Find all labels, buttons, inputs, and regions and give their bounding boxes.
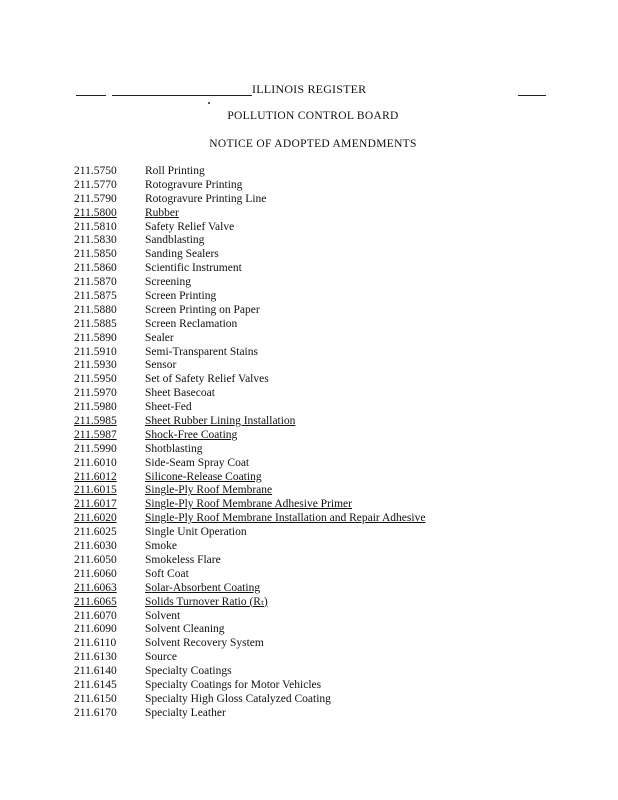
section-title: Soft Coat	[145, 567, 189, 580]
section-number: 211.5860	[74, 262, 117, 275]
section-row	[74, 429, 425, 443]
section-number: 211.5810	[74, 220, 117, 233]
section-row	[74, 221, 425, 235]
section-title: Rubber	[145, 206, 179, 219]
section-number: 211.5990	[74, 442, 117, 455]
section-row	[74, 568, 425, 582]
section-title: Solids Turnover Ratio (Rₜ)	[145, 595, 268, 608]
header-rule-left	[76, 95, 106, 96]
section-number: 211.5910	[74, 345, 117, 358]
section-row	[74, 471, 425, 485]
section-row	[74, 693, 425, 707]
section-row	[74, 512, 425, 526]
section-row	[74, 179, 425, 193]
section-title: Roll Printing	[145, 165, 205, 177]
section-row	[74, 623, 425, 637]
section-title: Silicone-Release Coating	[145, 470, 262, 483]
register-header	[76, 82, 546, 96]
section-row	[74, 193, 425, 207]
agency-name: POLLUTION CONTROL BOARD	[227, 110, 399, 122]
section-row	[74, 415, 425, 429]
section-number: 211.5970	[74, 387, 117, 400]
section-number: 211.5870	[74, 276, 117, 289]
section-number: 211.5750	[74, 165, 117, 177]
section-title: Rotogravure Printing Line	[145, 192, 267, 205]
section-title: Solar-Absorbent Coating	[145, 581, 261, 594]
section-number: 211.5880	[74, 303, 117, 316]
section-row	[74, 234, 425, 248]
section-number: 211.5987	[74, 428, 117, 441]
section-number: 211.6130	[74, 651, 117, 664]
section-number: 211.5800	[74, 206, 117, 219]
section-title: Sensor	[145, 359, 177, 372]
section-title: Specialty High Gloss Catalyzed Coating	[145, 692, 331, 705]
section-number: 211.6170	[74, 706, 117, 719]
section-number: 211.5790	[74, 192, 117, 205]
section-row	[74, 610, 425, 624]
section-title: Smoke	[145, 540, 177, 553]
section-number: 211.6025	[74, 526, 117, 539]
section-number: 211.5950	[74, 373, 117, 386]
section-row	[74, 318, 425, 332]
section-title: Sealer	[145, 331, 174, 344]
header-rule-middle	[112, 95, 254, 96]
section-row	[74, 526, 425, 540]
section-row	[74, 665, 425, 679]
section-title: Solvent	[145, 609, 181, 622]
section-number: 211.6150	[74, 692, 117, 705]
section-row	[74, 207, 425, 221]
section-number: 211.6020	[74, 512, 117, 525]
register-title: ILLINOIS REGISTER	[252, 82, 367, 96]
section-row	[74, 346, 425, 360]
section-number: 211.6017	[74, 498, 117, 511]
scan-mark	[208, 102, 210, 104]
section-row	[74, 359, 425, 373]
section-title: Sheet-Fed	[145, 401, 192, 414]
section-title: Set of Safety Relief Valves	[145, 373, 269, 386]
section-row	[74, 387, 425, 401]
section-title: Single-Ply Roof Membrane Adhesive Primer	[145, 498, 352, 511]
section-number: 211.6015	[74, 484, 117, 497]
section-title: Sheet Rubber Lining Installation	[145, 415, 296, 428]
section-row	[74, 596, 425, 610]
section-row	[74, 707, 425, 721]
section-row	[74, 554, 425, 568]
section-title: Solvent Cleaning	[145, 623, 225, 636]
section-number: 211.6063	[74, 581, 117, 594]
section-title: Sheet Basecoat	[145, 387, 215, 400]
section-title: Shotblasting	[145, 442, 203, 455]
section-number: 211.5875	[74, 290, 117, 303]
section-row	[74, 373, 425, 387]
section-title: Sandblasting	[145, 234, 205, 247]
header-rule-right	[518, 95, 546, 96]
section-row	[74, 290, 425, 304]
section-number: 211.6060	[74, 567, 117, 580]
notice-title: NOTICE OF ADOPTED AMENDMENTS	[209, 138, 417, 150]
section-row	[74, 248, 425, 262]
section-title: Screen Printing	[145, 290, 217, 303]
section-title: Screening	[145, 276, 191, 289]
section-row	[74, 401, 425, 415]
section-title: Semi-Transparent Stains	[145, 345, 258, 358]
section-number: 211.5770	[74, 178, 117, 191]
section-title: Side-Seam Spray Coat	[145, 456, 250, 469]
section-row	[74, 304, 425, 318]
section-title: Single-Ply Roof Membrane	[145, 484, 273, 497]
section-title: Solvent Recovery System	[145, 637, 264, 650]
section-title: Specialty Leather	[145, 706, 226, 719]
section-number: 211.6065	[74, 595, 117, 608]
section-row	[74, 457, 425, 471]
section-row	[74, 443, 425, 457]
section-title: Sanding Sealers	[145, 248, 219, 261]
section-number: 211.5885	[74, 317, 117, 330]
section-number: 211.6090	[74, 623, 117, 636]
section-number: 211.5850	[74, 248, 117, 261]
section-row	[74, 679, 425, 693]
section-row	[74, 540, 425, 554]
section-title: Specialty Coatings	[145, 665, 232, 678]
section-number: 211.5985	[74, 415, 117, 428]
section-number: 211.6010	[74, 456, 117, 469]
section-title: Scientific Instrument	[145, 262, 242, 275]
section-number: 211.6070	[74, 609, 117, 622]
section-title: Specialty Coatings for Motor Vehicles	[145, 678, 322, 691]
section-row	[74, 276, 425, 290]
section-title: Screen Printing on Paper	[145, 303, 260, 316]
section-number: 211.6050	[74, 553, 117, 566]
section-number: 211.6140	[74, 665, 117, 678]
agency-heading	[0, 110, 618, 122]
section-number: 211.5830	[74, 234, 117, 247]
section-number: 211.5930	[74, 359, 117, 372]
section-number: 211.5980	[74, 401, 117, 414]
section-title: Single-Ply Roof Membrane Installation and Repair Adhesive	[145, 512, 426, 525]
section-title: Source	[145, 651, 177, 664]
section-title: Shock-Free Coating	[145, 428, 238, 441]
section-row	[74, 637, 425, 651]
section-number: 211.6110	[74, 637, 117, 650]
section-row	[74, 262, 425, 276]
section-title: Screen Reclamation	[145, 317, 238, 330]
section-number: 211.6030	[74, 540, 117, 553]
section-row	[74, 582, 425, 596]
section-row	[74, 498, 425, 512]
notice-heading	[0, 138, 618, 150]
section-list	[74, 165, 425, 721]
section-title: Safety Relief Valve	[145, 220, 235, 233]
section-row	[74, 165, 425, 179]
section-title: Single Unit Operation	[145, 526, 247, 539]
section-title: Rotogravure Printing	[145, 178, 243, 191]
section-number: 211.6145	[74, 678, 117, 691]
section-row	[74, 484, 425, 498]
section-row	[74, 651, 425, 665]
section-number: 211.6012	[74, 470, 117, 483]
section-number: 211.5890	[74, 331, 117, 344]
section-row	[74, 332, 425, 346]
section-title: Smokeless Flare	[145, 553, 221, 566]
